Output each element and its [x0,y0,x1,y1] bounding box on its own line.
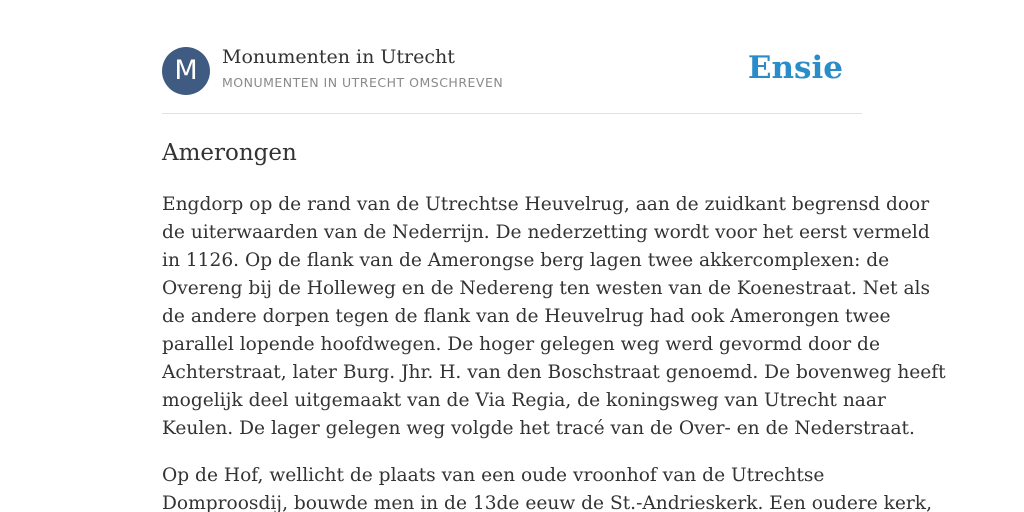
paragraph-line: de uiterwaarden van de Nederrijn. De nederzetting wordt voor het eerst vermeld [162,222,930,243]
paragraph-line: parallel lopende hoofdwegen. De hoger gelegen weg werd gevormd door de [162,334,880,355]
article-paragraph [162,191,946,443]
article-title: Amerongen [162,140,297,166]
article [162,137,946,512]
paragraph-line: de andere dorpen tegen de flank van de Heuvelrug had ook Amerongen twee [162,306,891,327]
ensie-logo[interactable]: Ensie [747,50,843,86]
paragraph-line: Keulen. De lager gelegen weg volgde het tracé van de Over- en de Nederstraat. [162,418,915,439]
paragraph-line: Overeng bij de Holleweg en de Nedereng ten westen van de Koenestraat. Net als [162,278,931,299]
paragraph-line: Domproosdij, bouwde men in de 13de eeuw de St.-Andrieskerk. Een oudere kerk, [162,493,932,512]
paragraph-line: Engdorp op de rand van de Utrechtse Heuvelrug, aan de zuidkant begrensd door [162,194,930,215]
paragraph-line: Achterstraat, later Burg. Jhr. H. van den Boschstraat genoemd. De bovenweg heeft [162,362,946,383]
header [162,46,862,96]
paragraph-line: in 1126. Op de flank van de Amerongse berg lagen twee akkercomplexen: de [162,250,890,271]
site-title[interactable]: Monumenten in Utrecht [222,46,455,68]
site-avatar[interactable]: M [162,47,210,95]
header-divider [162,113,862,114]
paragraph-line: mogelijk deel uitgemaakt van de Via Regia, de koningsweg van Utrecht naar [162,390,886,411]
site-subtitle: MONUMENTEN IN UTRECHT OMSCHREVEN [222,75,504,90]
article-paragraph [162,462,932,512]
paragraph-line: Op de Hof, wellicht de plaats van een oude vroonhof van de Utrechtse [162,465,825,486]
